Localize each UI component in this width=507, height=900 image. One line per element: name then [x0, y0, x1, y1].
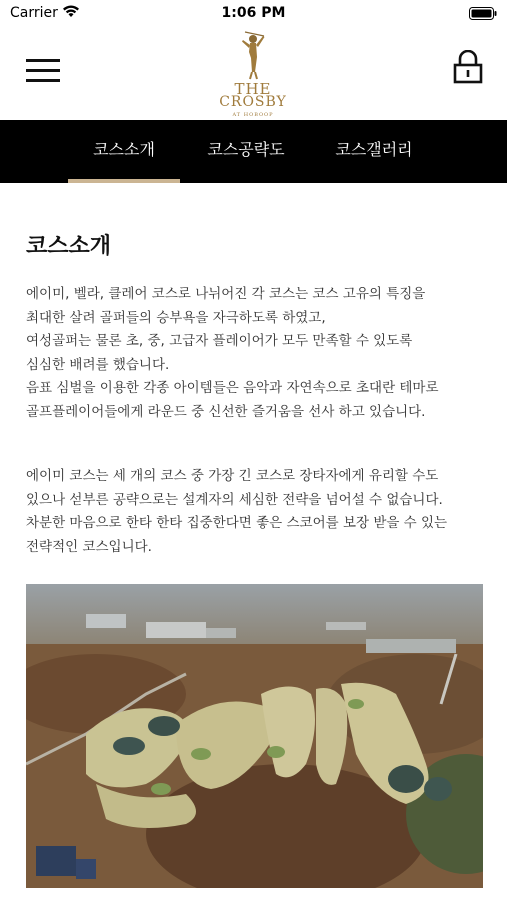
app-header: [0, 28, 507, 120]
paragraph-line: 골프플레이어들에게 라운드 중 신선한 즐거움을 선사 하고 있습니다.: [26, 403, 426, 420]
paragraph-line: 심심한 배려를 했습니다.: [26, 356, 170, 373]
active-tab-indicator: [68, 179, 180, 183]
paragraph-line: 음표 심벌을 이용한 각종 아이템들은 음악과 자연속으로 초대란 테마로: [26, 380, 439, 396]
carrier-label: Carrier: [10, 5, 58, 21]
course-aerial-image: [26, 584, 483, 888]
the-crosby-logo: [203, 30, 303, 120]
intro-paragraph: [26, 283, 496, 424]
paragraph-line: 에이미, 벨라, 클레어 코스로 나뉘어진 각 코스는 코스 고유의 특징을: [26, 286, 426, 302]
status-bar: [0, 0, 507, 28]
paragraph-line: 최대한 살려 골퍼들의 승부욕을 자극하도록 하였고,: [26, 309, 326, 326]
golfer-figure-icon: [235, 30, 271, 80]
logo-text-sub: AT HOBOOP: [232, 112, 274, 118]
paragraph-line: 있으나 섣부른 공략으로는 설계자의 세심한 전략을 넘어설 수 없습니다.: [26, 491, 443, 508]
battery-icon: [469, 7, 497, 20]
aerial-illustration: [26, 584, 483, 888]
page-title: 코스소개: [26, 234, 112, 259]
amy-course-paragraph: [26, 465, 496, 559]
paragraph-line: 에이미 코스는 세 개의 코스 중 가장 긴 코스로 장타자에게 유리할 수도: [26, 468, 439, 484]
lock-icon[interactable]: [453, 50, 483, 84]
course-tab-bar: [0, 120, 507, 183]
tab-course-strategy[interactable]: 코스공략도: [207, 140, 285, 159]
tab-course-gallery[interactable]: 코스갤러리: [335, 140, 413, 159]
tab-course-intro[interactable]: 코스소개: [93, 140, 155, 159]
logo-text-the: THE: [234, 80, 272, 98]
paragraph-line: 여성골퍼는 물론 초, 중, 고급자 플레이어가 모두 만족할 수 있도록: [26, 333, 413, 349]
hamburger-menu-icon[interactable]: [26, 59, 60, 83]
logo-text-crosby: CROSBY: [219, 94, 287, 110]
paragraph-line: 차분한 마음으로 한타 한타 집중한다면 좋은 스코어를 보장 받을 수 있는: [26, 515, 448, 531]
paragraph-line: 전략적인 코스입니다.: [26, 538, 152, 555]
status-time: 1:06 PM: [221, 5, 286, 21]
